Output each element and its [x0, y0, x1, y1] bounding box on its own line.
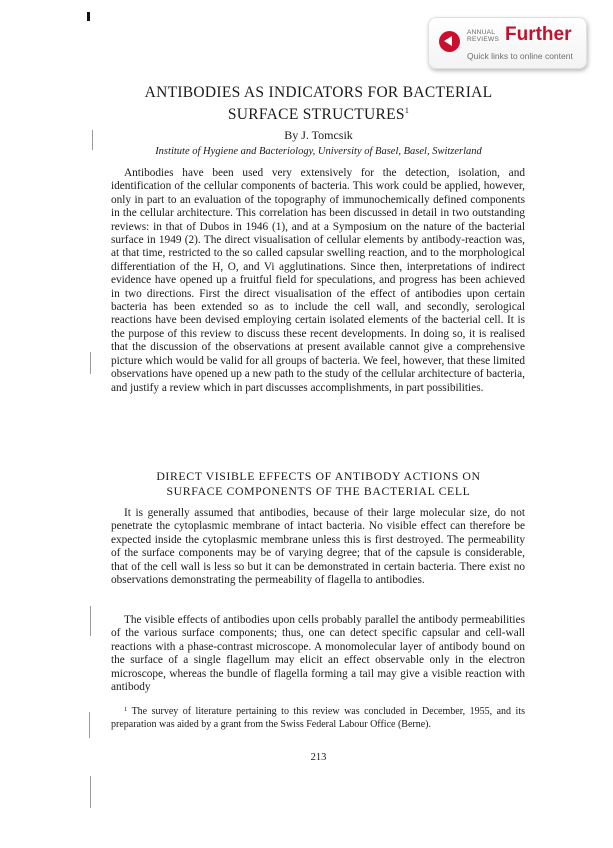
- back-arrow-icon: [439, 31, 460, 52]
- scan-margin-line: [90, 606, 91, 636]
- annual-reviews-logo: ANNUAL REVIEWS: [467, 29, 500, 43]
- scan-edge-mark: [87, 12, 90, 21]
- further-wordmark: Further: [505, 24, 572, 45]
- intro-paragraph: Antibodies have been used very extensively for the detection, isolation, and identification of the cellular components of bacteria. This work could be applied, however, only in part to an evaluation of the topography of immunochemically defined components in the cellular architecture. This correlation has been discussed in detail in two outstanding reviews: in that of Dubos in 1946 (1), and at a Symposium on the nature of the bacterial surface in 1949 (2). The direct visualisation of cellular elements by antibody-reaction was, at that time, restricted to the so called capsular swelling reaction, and to the morphological differentiation of the H, O, and Vi agglutinations. Since then, interpretations of indirect evidence have opened up a fruitful field for speculations, and progress has been achieved in two directions. First the direct visualisation of the effect of antibodies upon certain bacteria has been extended so as to include the cell wall, and secondly, serological reactions have been devised employing certain isolated elements of the bacterial cell. It is the purpose of this review to discuss these recent developments. In doing so, it is realised that the discussion of the observations at present available cannot give a comprehensive picture which would be valid for all groups of bacteria. We feel, however, that these limited observations have opened up a new path to the study of the cellular architecture of bacteria, and justify a review which in part discusses accomplishments, in part possibilities.: [111, 167, 525, 394]
- author-affiliation: Institute of Hygiene and Bacteriology, University of Basel, Basel, Switzerland: [155, 146, 482, 157]
- footnote-marker: 1: [124, 706, 128, 713]
- page-number: 213: [310, 752, 327, 763]
- title-footnote-marker: 1: [404, 106, 410, 115]
- scan-margin-line: [90, 776, 91, 808]
- footnote: $^1$ The survey of literature pertaining to this review was concluded in December, 1955, and its preparation was aided by a grant from the Swiss Federal Labour Office (Berne).: [111, 706, 525, 730]
- scan-margin-line: [90, 352, 91, 374]
- author-byline: By J. Tomcsik: [284, 128, 353, 142]
- body-paragraph: It is generally assumed that antibodies, because of their large molecular size, do not penetrate the cytoplasmic membrane of intact bacteria. No visible effect can therefore be expected inside the cytoplasmic membrane unless this is first destroyed. The permeability of the surface components may be of varying degree; that of the capsule is considerable, that of the cell wall is less so but it can be demonstrated in certain bacteria. There exist no observations demonstrating the permeability of flagella to antibodies.: [111, 507, 525, 587]
- body-paragraph: The visible effects of antibodies upon cells probably parallel the antibody permeabilities of the various surface components; thus, one can detect specific capsular and cell-wall reactions with a phase-contrast microscope. A monomolecular layer of antibody bound on the surface of a single flagellum may elicit an effect observable only in the electron microscope, whereas the bundle of flagella forming a tail may give a visible reaction with antibody: [111, 614, 525, 694]
- annual-reviews-further-button[interactable]: [428, 17, 587, 69]
- section-heading: DIRECT VISIBLE EFFECTS OF ANTIBODY ACTIONS ON SURFACE COMPONENTS OF THE BACTERIAL CELL: [156, 469, 481, 498]
- article-title: ANTIBODIES AS INDICATORS FOR BACTERIAL SURFACE STRUCTURES$^1$: [144, 84, 493, 123]
- scan-margin-line: [89, 712, 90, 738]
- scan-margin-line: [92, 130, 93, 150]
- further-tagline: Quick links to online content: [467, 51, 573, 61]
